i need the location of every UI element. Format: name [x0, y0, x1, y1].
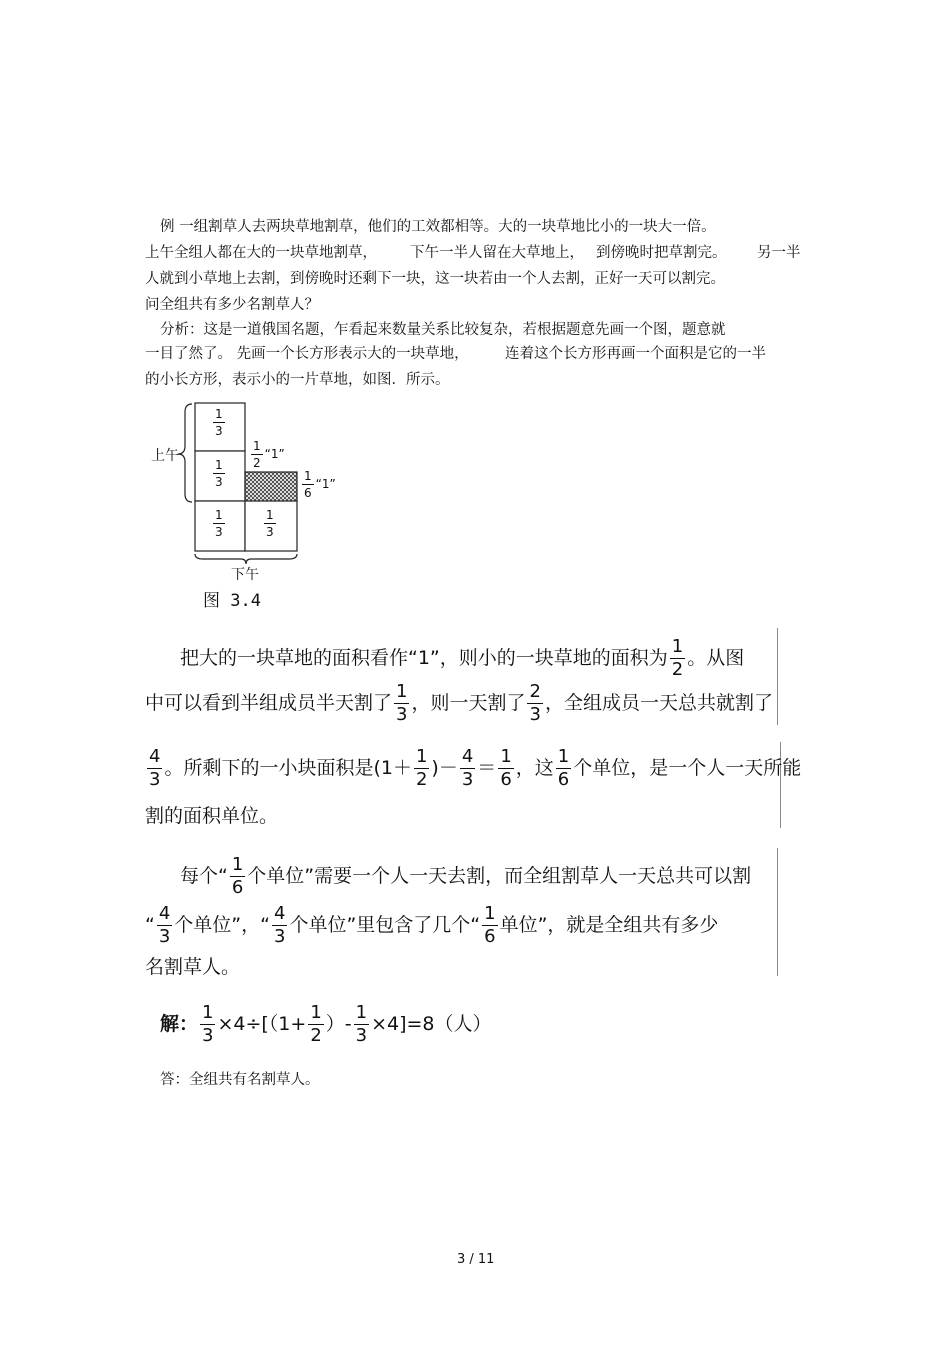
label-morning: 上午: [151, 448, 179, 464]
page-number: 3 / 11: [457, 1252, 495, 1267]
answer-line: 答：全组共有名割草人。: [160, 1072, 320, 1088]
intro-line-7: 的小长方形，表示小的一片草地，如图．所示。: [145, 372, 450, 388]
margin-line-3: [777, 848, 778, 976]
intro-line-4: 问全组共有多少名割草人？: [145, 297, 319, 313]
intro-line-2a: 上午全组人都在大的一块草地割草，: [145, 245, 377, 261]
intro-line-1: 例 一组割草人去两块草地割草，他们的工效都相等。大的一块草地比小的一块大一倍。: [160, 219, 716, 235]
label-sixth-one: $\frac{1}{6}$ “1”: [304, 469, 336, 500]
figure-3-4: [145, 398, 365, 611]
intro-line-2c: 到傍晚时把草割完。: [596, 245, 727, 261]
para1-line1: 把大的一块草地的面积看作“1”，则小的一块草地的面积为 $\frac{1}{2}$ 。从图: [180, 636, 745, 680]
fraction-one-third-4: $\frac{1}{3}$: [266, 508, 274, 539]
para3-line3: 名割草人。: [145, 956, 241, 978]
figure-caption: 图 3.4: [203, 591, 261, 611]
fraction-one-third-2: $\frac{1}{3}$: [215, 458, 223, 489]
margin-line-1: [777, 628, 778, 725]
fraction-one-third-3: $\frac{1}{3}$: [215, 508, 223, 539]
label-afternoon: 下午: [231, 567, 259, 583]
remaining-piece: [245, 472, 297, 501]
intro-line-3: 人就到小草地上去割，到傍晚时还剩下一块，这一块若由一个人去割，正好一天可以割完。: [145, 271, 725, 287]
solution-line: 解： $\frac{1}{3}$ ×4÷[（1+ $\frac{1}{2}$ ）- $\frac{1}{3}$ ×4]=8（人）: [160, 1002, 492, 1046]
afternoon-brace: [195, 554, 297, 564]
intro-line-2b: 下午一半人留在大草地上，: [410, 245, 584, 261]
para2-line2: 割的面积单位。: [145, 805, 279, 827]
para1-line2: 中可以看到半组成员半天割了 $\frac{1}{3}$ ，则一天割了 $\frac{2}{3}$ ，全组成员一天总共就割了: [145, 681, 773, 725]
intro-line-5: 分析：这是一道俄国名题，乍看起来数量关系比较复杂，若根据题意先画一个图，题意就: [160, 322, 726, 338]
para3-line1: 每个“ $\frac{1}{6}$ 个单位”需要一个人一天去割，而全组割草人一天总共可以割: [180, 854, 752, 898]
para2-line1: $\frac{4}{3}$ 。所剩下的一小块面积是(1＋ $\frac{1}{2}$ )－ $\frac{4}{3}$ ＝ $\frac{1}{6}$ ，这 $\frac{1}{6}$ 个单位，是一个人一天所能: [149, 746, 802, 790]
intro-line-2d: 另一半: [757, 245, 801, 261]
intro-line-6a: 一目了然了。 先画一个长方形表示大的一块草地，: [145, 346, 469, 362]
intro-line-6b: 连着这个长方形再画一个面积是它的一半: [505, 346, 766, 362]
para3-line2: “ $\frac{4}{3}$ 个单位”，“ $\frac{4}{3}$ 个单位”里包含了几个“ $\frac{1}{6}$ 单位”，就是全组共有多少: [145, 903, 719, 947]
label-half-one: $\frac{1}{2}$ “1”: [253, 439, 285, 470]
fraction-one-third-1: $\frac{1}{3}$: [215, 407, 223, 438]
morning-brace: [178, 404, 192, 502]
